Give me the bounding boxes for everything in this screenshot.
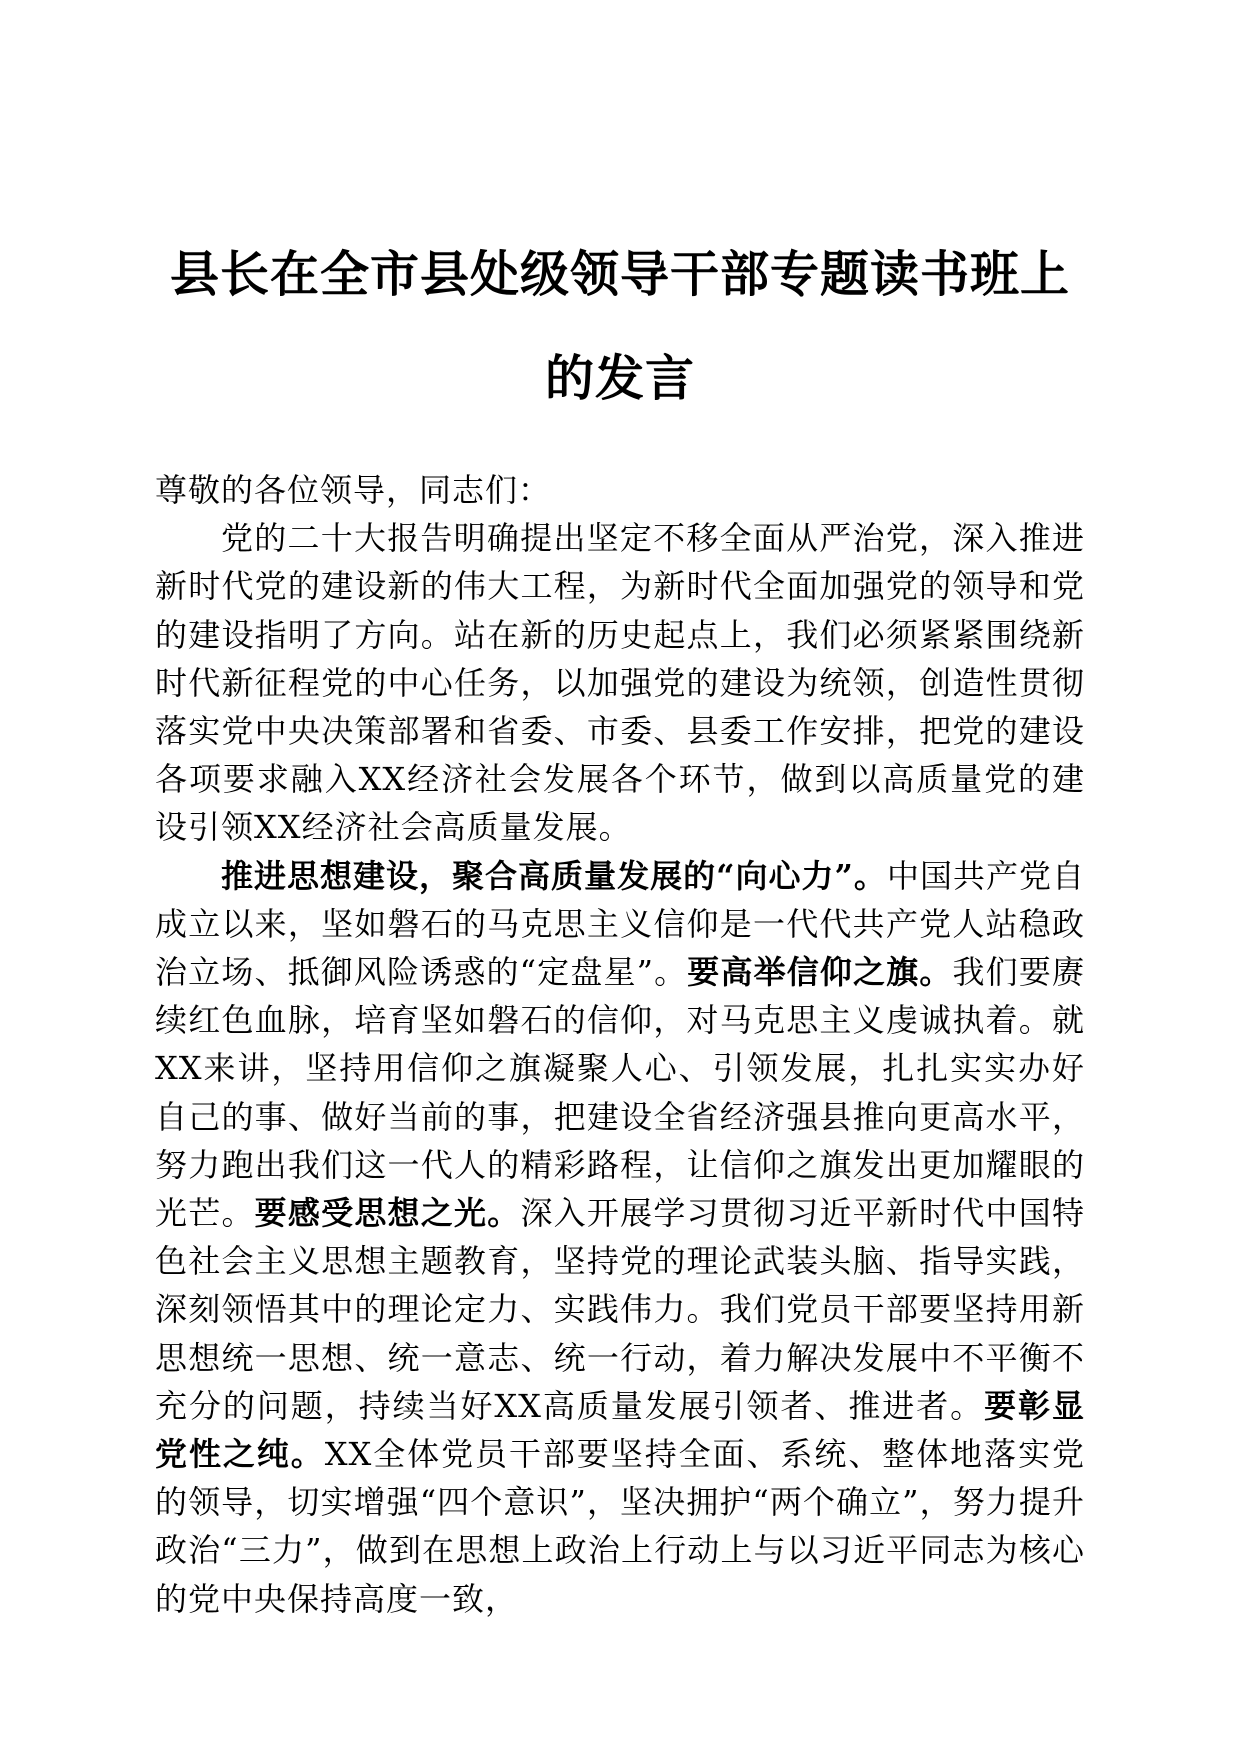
paragraph-text: 深入开展学习贯彻习近平新时代中国特色社会主义思想主题教育，坚持党的理论武装头脑、指导实践，深刻领悟其中的理论定力、实践伟力。我们党员干部要坚持用新思想统一思想、统一意志、统一行动，着力解决发展中不平衡不充分的问题，持续当好XX高质量发展引领者、推进者。 <box>155 1194 1085 1425</box>
section-heading: 推进思想建设，聚合高质量发展的“向心力”。 <box>221 856 887 895</box>
document-title: 县长在全市县处级领导干部专题读书班上的发言 <box>169 245 1070 407</box>
key-point: 要感受思想之光。 <box>254 1194 521 1233</box>
key-point: 要高举信仰之旗。 <box>687 953 953 992</box>
paragraph-thought-building <box>155 852 1085 1623</box>
paragraph-intro: 党的二十大报告明确提出坚定不移全面从严治党，深入推进新时代党的建设新的伟大工程，为新时代全面加强党的领导和党的建设指明了方向。站在新的历史起点上，我们必须紧紧围绕新时代新征程党的中心任务，以加强党的建设为统领，创造性贯彻落实党中央决策部署和省委、市委、县委工作安排，把党的建设各项要求融入XX经济社会发展各个环节，做到以高质量党的建设引领XX经济社会高质量发展。 <box>155 519 1085 847</box>
paragraph-text: 中国共产党自成立以来，坚如磐石的马克思主义信仰是一代代共产党人站稳政治立场、抵御风险诱惑的“定盘星”。 <box>155 856 1085 992</box>
paragraph-text: XX全体党员干部要坚持全面、系统、整体地落实党的领导，切实增强“四个意识”，坚决拥护“两个确立”，努力提升政治“三力”，做到在思想上政治上行动上与以习近平同志为核心的党中央保持高度一致， <box>155 1435 1085 1618</box>
salutation: 尊敬的各位领导，同志们： <box>155 471 552 509</box>
document-body <box>155 466 1085 1623</box>
paragraph-text: 我们要赓续红色血脉，培育坚如磐石的信仰，对马克思主义虔诚执着。就XX来讲，坚持用信仰之旗凝聚人心、引领发展，扎扎实实办好自己的事、做好当前的事，把建设全省经济强县推向更高水平，努力跑出我们这一代人的精彩路程，让信仰之旗发出更加耀眼的光芒。 <box>155 953 1085 1233</box>
key-point: 要彰显党性之纯。 <box>155 1386 1085 1474</box>
